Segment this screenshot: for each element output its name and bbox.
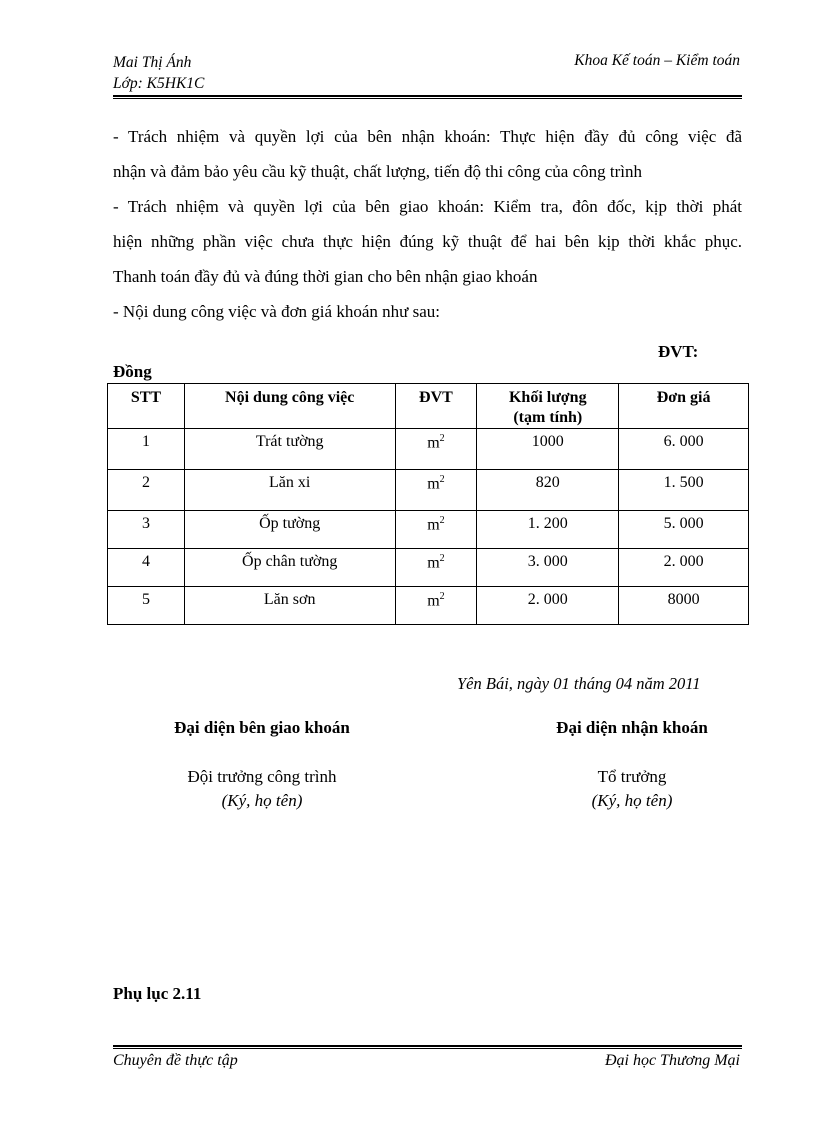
signature-title: Đại diện nhận khoán [556, 718, 708, 737]
unit-label: ĐVT: [658, 342, 699, 361]
table-row [108, 511, 749, 549]
signature-role: Đội trưởng công trình [187, 767, 337, 786]
cell-unit [395, 470, 477, 511]
table-row [108, 549, 749, 587]
table-row [108, 429, 749, 470]
body-text [113, 119, 742, 329]
signature-note: (Ký, họ tên) [591, 791, 673, 810]
cell-quantity: 2. 000 [477, 587, 619, 625]
col-header-content: Nội dung công việc [184, 384, 395, 429]
signature-block-left [150, 718, 374, 813]
header-left [113, 52, 204, 94]
cell-stt: 1 [108, 429, 185, 470]
unit-value: Đồng [113, 362, 152, 381]
unit-base: m [427, 516, 440, 534]
cell-price: 5. 000 [619, 511, 749, 549]
paragraph-line: - Trách nhiệm và quyền lợi của bên nhận khoán: Thực hiện đầy đủ công việc đã [113, 127, 742, 146]
footer-rule-thick [113, 1045, 742, 1047]
quantity-header-line2: (tạm tính) [513, 409, 583, 426]
footer-right: Đại học Thương Mại [604, 1052, 740, 1069]
cell-stt: 4 [108, 549, 185, 587]
signature-role: Tổ trưởng [597, 767, 667, 786]
header-rule-thin [113, 98, 742, 99]
cell-price: 1. 500 [619, 470, 749, 511]
author-name: Mai Thị Ánh [113, 54, 192, 71]
footer-rule-thin [113, 1048, 742, 1049]
work-price-table [107, 383, 749, 625]
paragraph-line: hiện những phần việc chưa thực hiện đúng kỹ thuật để hai bên kịp thời khắc phục. [113, 232, 742, 251]
cell-quantity: 1. 200 [477, 511, 619, 549]
cell-unit [395, 549, 477, 587]
unit-exponent: 2 [439, 515, 445, 526]
unit-exponent: 2 [439, 553, 445, 564]
signature-block-right [540, 718, 724, 813]
col-header-unit: ĐVT [395, 384, 477, 429]
signature-note: (Ký, họ tên) [221, 791, 303, 810]
cell-content: Trát tường [184, 429, 395, 470]
cell-price: 2. 000 [619, 549, 749, 587]
cell-stt: 3 [108, 511, 185, 549]
unit-exponent: 2 [439, 591, 445, 602]
cell-price: 6. 000 [619, 429, 749, 470]
unit-exponent: 2 [439, 433, 445, 444]
header-rule-thick [113, 95, 742, 97]
paragraph-line: - Nội dung công việc và đơn giá khoán như sau: [113, 302, 440, 321]
cell-unit [395, 429, 477, 470]
cell-stt: 2 [108, 470, 185, 511]
cell-stt: 5 [108, 587, 185, 625]
cell-quantity: 1000 [477, 429, 619, 470]
col-header-price: Đơn giá [619, 384, 749, 429]
cell-content: Lăn sơn [184, 587, 395, 625]
paragraph-line: nhận và đảm bảo yêu cầu kỹ thuật, chất lượng, tiến độ thi công của công trình [113, 162, 643, 181]
cell-unit [395, 511, 477, 549]
date-place-line: Yên Bái, ngày 01 tháng 04 năm 2011 [457, 674, 701, 693]
col-header-stt: STT [108, 384, 185, 429]
cell-quantity: 820 [477, 470, 619, 511]
cell-content: Ốp chân tường [184, 549, 395, 587]
class-name: Lớp: K5HK1C [113, 75, 205, 92]
unit-exponent: 2 [439, 474, 445, 485]
cell-quantity: 3. 000 [477, 549, 619, 587]
paragraph-line: - Trách nhiệm và quyền lợi của bên giao khoán: Kiểm tra, đôn đốc, kịp thời phát [113, 197, 742, 216]
paragraph-line: Thanh toán đầy đủ và đúng thời gian cho bên nhận giao khoán [113, 267, 538, 286]
quantity-header-line1: Khối lượng [508, 389, 587, 406]
col-header-quantity [477, 384, 619, 429]
unit-base: m [427, 475, 440, 493]
footer-left: Chuyên đề thực tập [113, 1052, 238, 1069]
cell-content: Lăn xi [184, 470, 395, 511]
table-row [108, 470, 749, 511]
unit-base: m [427, 592, 440, 610]
table-row [108, 587, 749, 625]
unit-base: m [427, 554, 440, 572]
appendix-label: Phụ lục 2.11 [113, 984, 202, 1003]
cell-price: 8000 [619, 587, 749, 625]
unit-base: m [427, 434, 440, 452]
department-name: Khoa Kế toán – Kiểm toán [574, 52, 740, 69]
table-header-row [108, 384, 749, 429]
signature-title: Đại diện bên giao khoán [174, 718, 350, 737]
cell-unit [395, 587, 477, 625]
cell-content: Ốp tường [184, 511, 395, 549]
